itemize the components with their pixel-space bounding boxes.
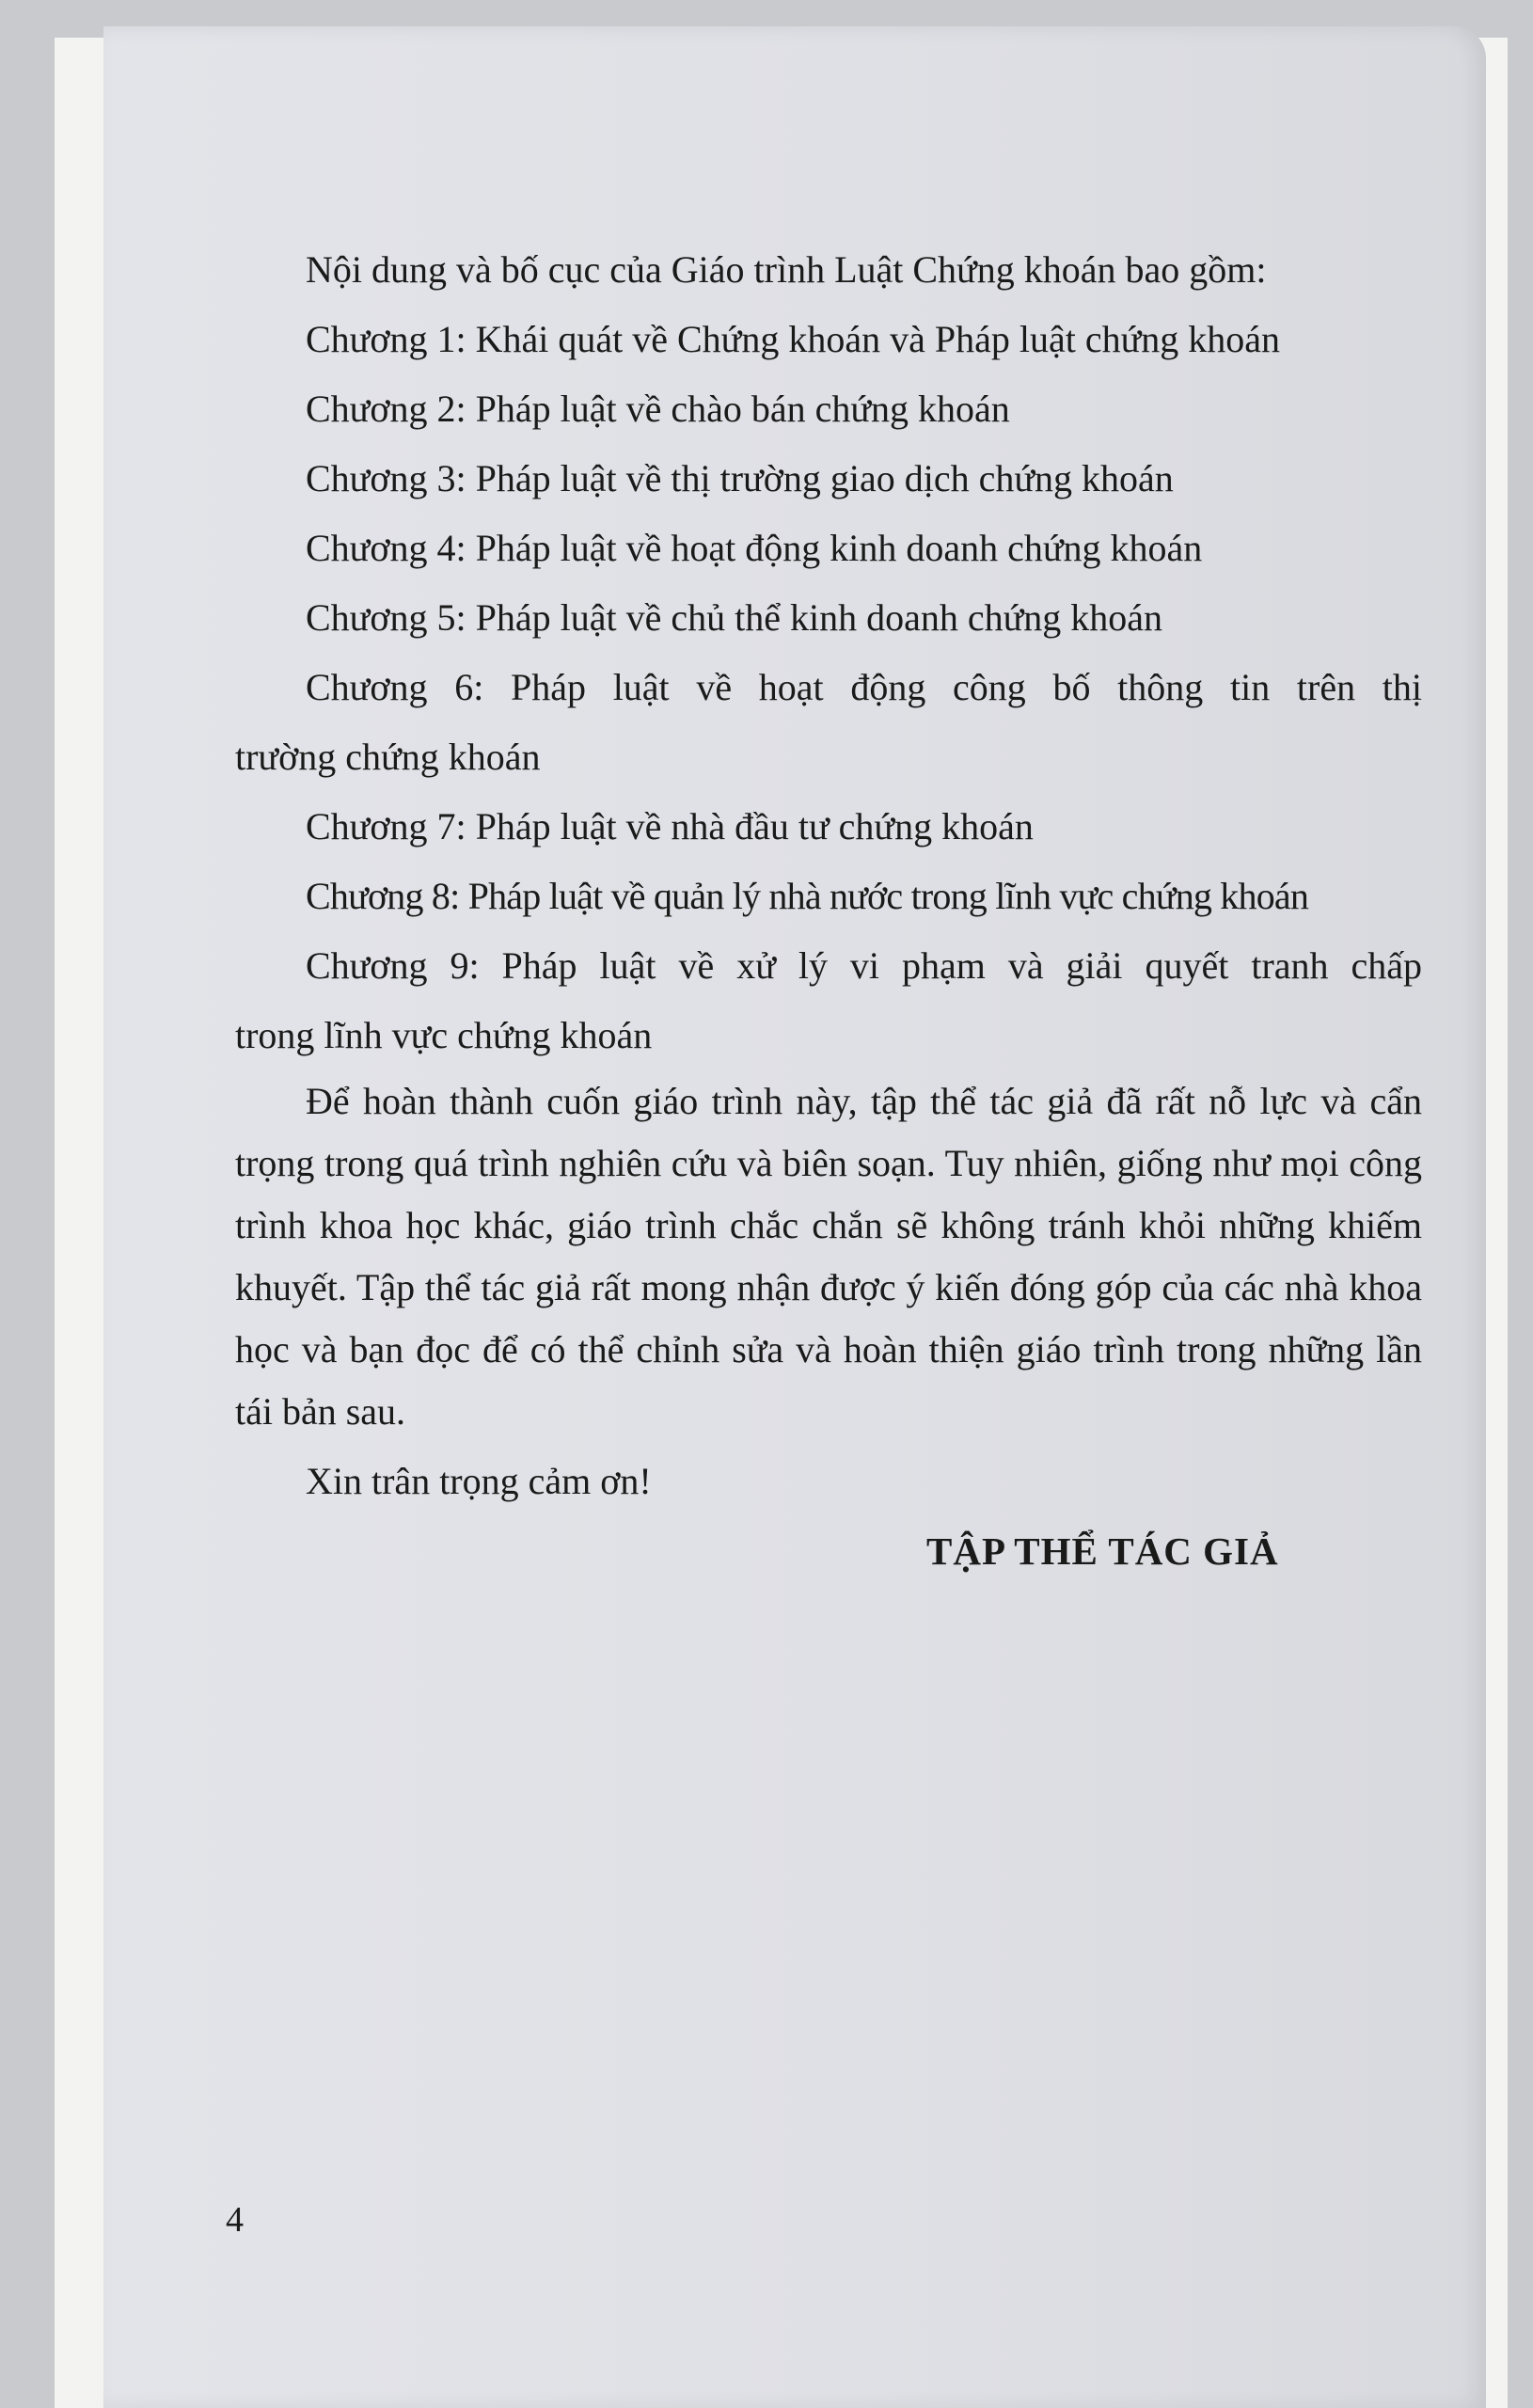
chapter-4: Chương 4: Pháp luật về hoạt động kinh doanh chứng khoán — [306, 527, 1203, 569]
chapter-1: Chương 1: Khái quát về Chứng khoán và Pháp luật chứng khoán — [306, 318, 1281, 360]
intro-line: Nội dung và bố cục của Giáo trình Luật Chứng khoán bao gồm: — [306, 248, 1267, 291]
page-number: 4 — [226, 2200, 244, 2240]
closing-paragraph: Để hoàn thành cuốn giáo trình này, tập thể tác giả đã rất nỗ lực và cẩn trọng trong quá trình nghiên cứu và biên soạn. Tuy nhiên, giống như mọi công trình khoa học khác, giáo trình chắc chắn sẽ không tránh khỏi những khiếm khuyết. Tập thể tác giả rất mong nhận được ý kiến đóng góp của các nhà khoa học và bạn đọc để có thể chỉnh sửa và hoàn thiện giáo trình trong những lần tái bản sau. — [235, 1080, 1422, 1433]
chapter-9: Chương 9: Pháp luật về xử lý vi phạm và giải quyết tranh chấp — [306, 944, 1422, 987]
page-content — [235, 235, 1422, 1516]
chapter-8: Chương 8: Pháp luật về quản lý nhà nước trong lĩnh vực chứng khoán — [306, 875, 1309, 917]
chapter-2: Chương 2: Pháp luật về chào bán chứng khoán — [306, 388, 1010, 430]
chapter-5: Chương 5: Pháp luật về chủ thể kinh doanh chứng khoán — [306, 596, 1163, 639]
thanks-line: Xin trân trọng cảm ơn! — [306, 1460, 652, 1502]
chapter-6: Chương 6: Pháp luật về hoạt động công bố thông tin trên thị — [306, 666, 1422, 708]
chapter-7: Chương 7: Pháp luật về nhà đầu tư chứng khoán — [306, 805, 1034, 848]
chapter-6-continued: trường chứng khoán — [235, 736, 541, 778]
author-signature: TẬP THỂ TÁC GIẢ — [926, 1529, 1279, 1573]
chapter-3: Chương 3: Pháp luật về thị trường giao dịch chứng khoán — [306, 457, 1174, 499]
chapter-9-continued: trong lĩnh vực chứng khoán — [235, 1014, 653, 1056]
